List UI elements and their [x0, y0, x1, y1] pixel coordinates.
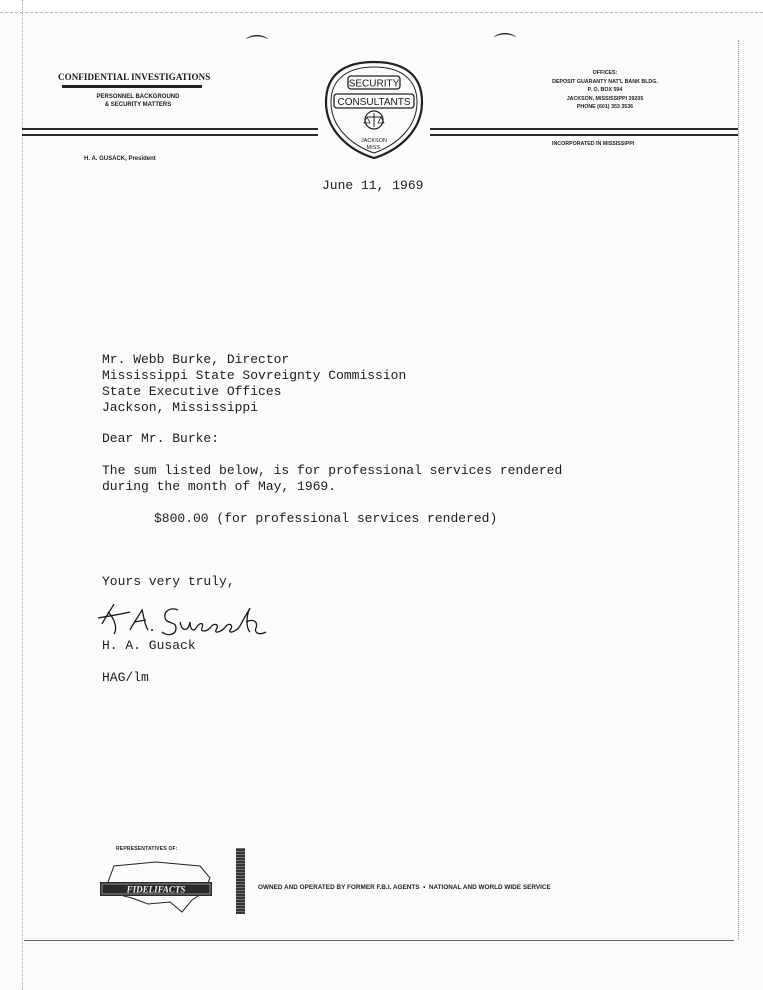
- letterhead-offices: [520, 69, 690, 112]
- signer-name: H. A. Gusack: [102, 638, 196, 653]
- letterhead-president: H. A. GUSACK, President: [84, 156, 156, 162]
- fidelifacts-brand: FIDELIFACTS: [126, 884, 186, 895]
- offices-line2: P. O. BOX 594: [587, 87, 623, 94]
- letterhead-title: CONFIDENTIAL INVESTIGATIONS: [58, 72, 211, 82]
- letter-date: June 11, 1969: [322, 178, 424, 193]
- seal-bottom-text2: MISS.: [366, 145, 382, 151]
- letterhead-left: [58, 72, 218, 109]
- scan-edge-top: [0, 0, 763, 13]
- seal-bottom-text1: JACKSON: [361, 138, 387, 144]
- salutation: Dear Mr. Burke:: [102, 431, 220, 446]
- offices-line3: JACKSON, MISSISSIPPI 39205: [566, 95, 644, 102]
- letterhead-underline: [62, 85, 202, 88]
- page-bottom-edge: [24, 940, 734, 941]
- fidelifacts-logo: [96, 852, 216, 918]
- amount-line: $800.00 (for professional services rendered): [154, 511, 498, 526]
- footer-tagline: OWNED AND OPERATED BY FORMER F.B.I. AGENTS • NATIONAL AND WORLD WIDE SERVICE: [258, 884, 551, 891]
- letterhead-line2: & SECURITY MATTERS: [104, 102, 172, 108]
- addressee-line: Mr. Webb Burke, Director: [102, 352, 290, 367]
- seal-top-text: SECURITY: [348, 78, 400, 90]
- letterhead-line1: PERSONNEL BACKGROUND: [96, 94, 180, 100]
- body-line: The sum listed below, is for professional services rendered: [102, 463, 563, 478]
- offices-line4: PHONE (601) 353 3536: [576, 104, 634, 111]
- punch-mark-icon: ⌒: [494, 33, 517, 58]
- representatives-label: REPRESENTATIVES OF:: [116, 846, 178, 852]
- seal-middle-text: CONSULTANTS: [337, 97, 411, 108]
- scan-edge-right: [738, 40, 753, 940]
- body-line: during the month of May, 1969.: [102, 479, 337, 494]
- offices-line1: DEPOSIT GUARANTY NAT'L BANK BLDG.: [552, 78, 658, 85]
- reference-initials: HAG/lm: [102, 670, 149, 685]
- addressee-line: Jackson, Mississippi: [102, 400, 259, 415]
- footer-divider-bar: [236, 848, 245, 914]
- addressee-line: Mississippi State Sovreignty Commission: [102, 368, 407, 383]
- closing: Yours very truly,: [102, 574, 235, 589]
- letterhead-incorporated: INCORPORATED IN MISSISSIPPI: [552, 141, 635, 147]
- offices-label: OFFICES:: [592, 70, 618, 76]
- security-consultants-seal: [318, 58, 430, 162]
- punch-mark-icon: ⌒: [246, 35, 269, 60]
- scan-edge-left: [0, 0, 23, 990]
- addressee-line: State Executive Offices: [102, 384, 282, 399]
